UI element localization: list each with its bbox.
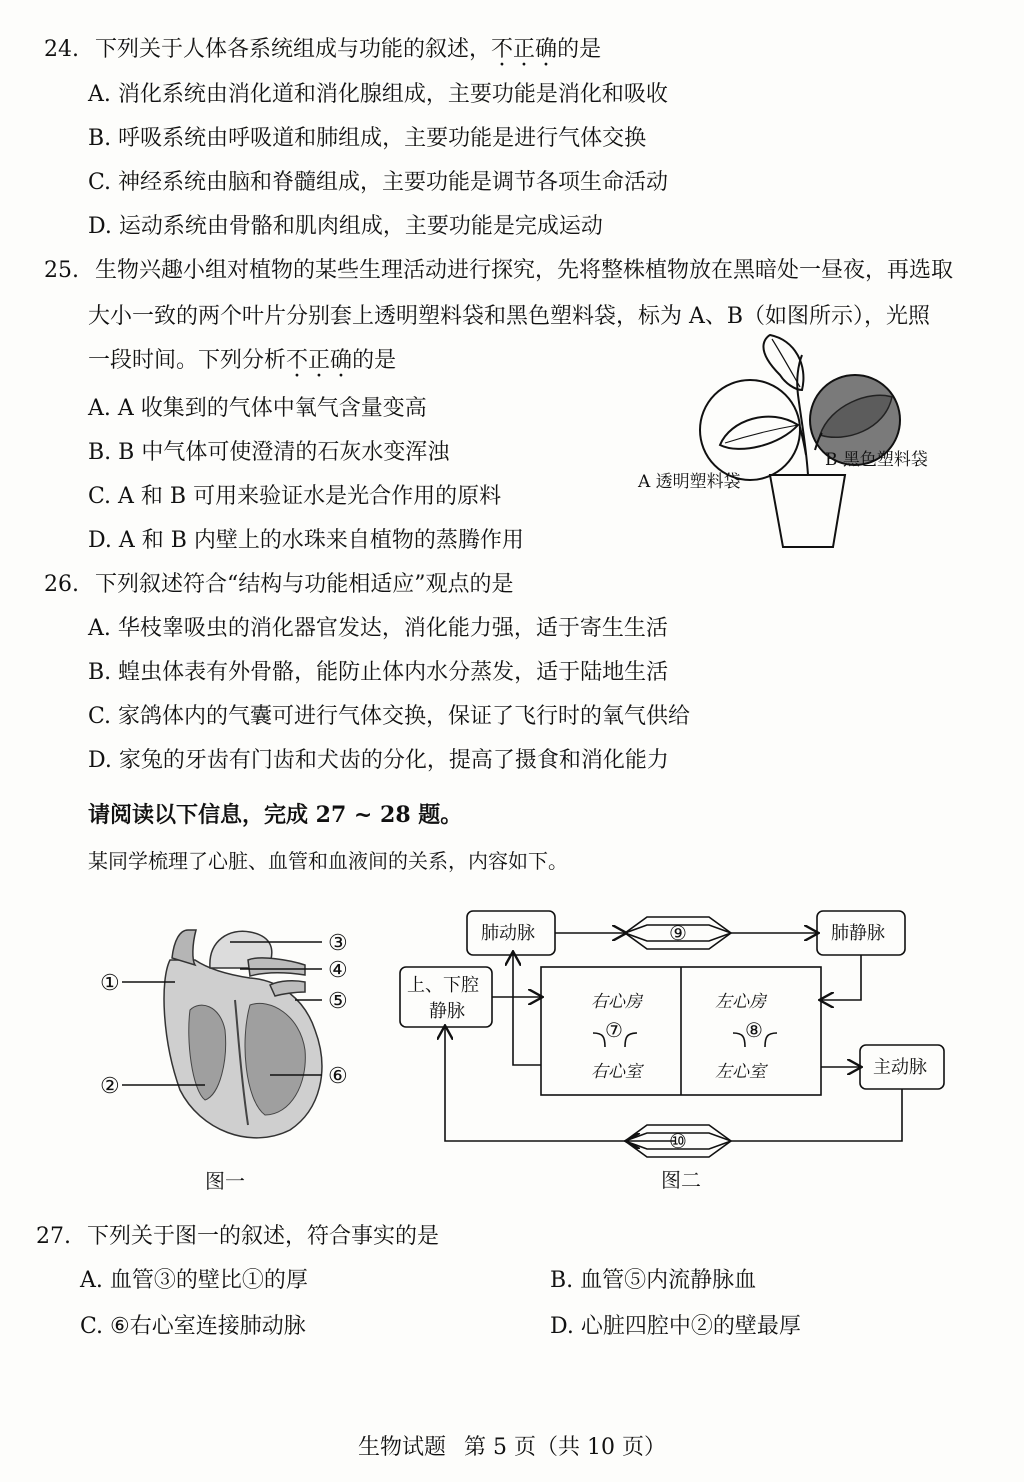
footer-subject: 生物试题: [358, 1435, 447, 1460]
vena-cava-label-1: 上、下腔: [407, 975, 479, 996]
left-atrium-label: 左心房: [715, 992, 766, 1012]
q26-option-a: A. 华枝睾吸虫的消化器官发达，消化能力强，适于寄生生活: [88, 616, 668, 641]
heart-label-2: ②: [100, 1074, 120, 1099]
footer-page: 第 5 页（共 10 页）: [464, 1435, 666, 1460]
aorta-label: 主动脉: [873, 1057, 927, 1078]
right-ventricle-label: 右心室: [591, 1062, 642, 1082]
capillary-10-label: ⑩: [669, 1129, 687, 1153]
q26-option-b: B. 蝗虫体表有外骨骼，能防止体内水分蒸发，适于陆地生活: [88, 660, 669, 685]
figure2-caption: 图二: [661, 1168, 701, 1192]
q26-option-c: C. 家鸽体内的气囊可进行气体交换，保证了飞行时的氧气供给: [88, 704, 691, 729]
q27-stem: 27. 下列关于图一的叙述，符合事实的是: [36, 1224, 440, 1249]
q27-option-c: C. ⑥右心室连接肺动脉: [80, 1314, 306, 1339]
q24-option-d: D. 运动系统由骨骼和肌肉组成，主要功能是完成运动: [88, 214, 603, 239]
q24-option-c: C. 神经系统由脑和脊髓组成，主要功能是调节各项生命活动: [88, 170, 669, 195]
q25-stem-line2: 大小一致的两个叶片分别套上透明塑料袋和黑色塑料袋，标为 A、B（如图所示），光照: [88, 304, 931, 329]
heart-figure: [100, 920, 360, 1193]
plant-figure: [630, 335, 970, 555]
heart-label-6: ⑥: [328, 1064, 348, 1089]
heart-label-5: ⑤: [328, 989, 348, 1014]
right-atrium-label: 右心房: [591, 992, 642, 1012]
q24-option-a: A. 消化系统由消化道和消化腺组成，主要功能是消化和吸收: [88, 82, 668, 107]
q24-stem: 24. 下列关于人体各系统组成与功能的叙述，不正确的是: [44, 37, 602, 62]
q27-option-a: A. 血管③的壁比①的厚: [80, 1268, 308, 1293]
q25-option-d: D. A 和 B 内壁上的水珠来自植物的蒸腾作用: [88, 528, 524, 553]
page-footer: [0, 1430, 1024, 1461]
heart-label-1: ①: [100, 971, 120, 996]
heart-label-3: ③: [328, 931, 348, 956]
valve-7-label: ⑦: [605, 1018, 623, 1042]
pulmonary-artery-label: 肺动脉: [481, 923, 535, 944]
q25-option-a: A. A 收集到的气体中氧气含量变高: [88, 396, 427, 421]
q26-option-d: D. 家兔的牙齿有门齿和犬齿的分化，提高了摄食和消化能力: [88, 748, 669, 773]
pulmonary-vein-label: 肺静脉: [831, 923, 885, 944]
reading-instruction: 请阅读以下信息，完成 27 ~ 28 题。: [88, 802, 463, 828]
q27-option-b: B. 血管⑤内流静脉血: [550, 1268, 757, 1293]
reading-intro: 某同学梳理了心脏、血管和血液间的关系，内容如下。: [88, 849, 568, 873]
q25-stem-line1: 25. 生物兴趣小组对植物的某些生理活动进行探究，先将整株植物放在黑暗处一昼夜，再选取: [44, 258, 954, 283]
heart-label-4: ④: [328, 958, 348, 983]
capillary-9-label: ⑨: [669, 921, 687, 945]
q27-option-d: D. 心脏四腔中②的壁最厚: [550, 1314, 801, 1339]
circulation-diagram: [395, 905, 955, 1195]
q26-stem: 26. 下列叙述符合“结构与功能相适应”观点的是: [44, 572, 514, 597]
bag-b-label: B 黑色塑料袋: [825, 450, 928, 470]
bag-a-label: A 透明塑料袋: [638, 472, 741, 492]
q24-option-b: B. 呼吸系统由呼吸道和肺组成，主要功能是进行气体交换: [88, 126, 647, 151]
left-ventricle-label: 左心室: [715, 1062, 766, 1082]
figure1-caption: 图一: [205, 1169, 245, 1193]
q25-stem-line3: 一段时间。下列分析不正确的是: [88, 348, 397, 373]
q25-option-c: C. A 和 B 可用来验证水是光合作用的原料: [88, 484, 502, 509]
q25-option-b: B. B 中气体可使澄清的石灰水变浑浊: [88, 440, 450, 465]
vena-cava-label-2: 静脉: [429, 1001, 465, 1022]
valve-8-label: ⑧: [745, 1018, 763, 1042]
